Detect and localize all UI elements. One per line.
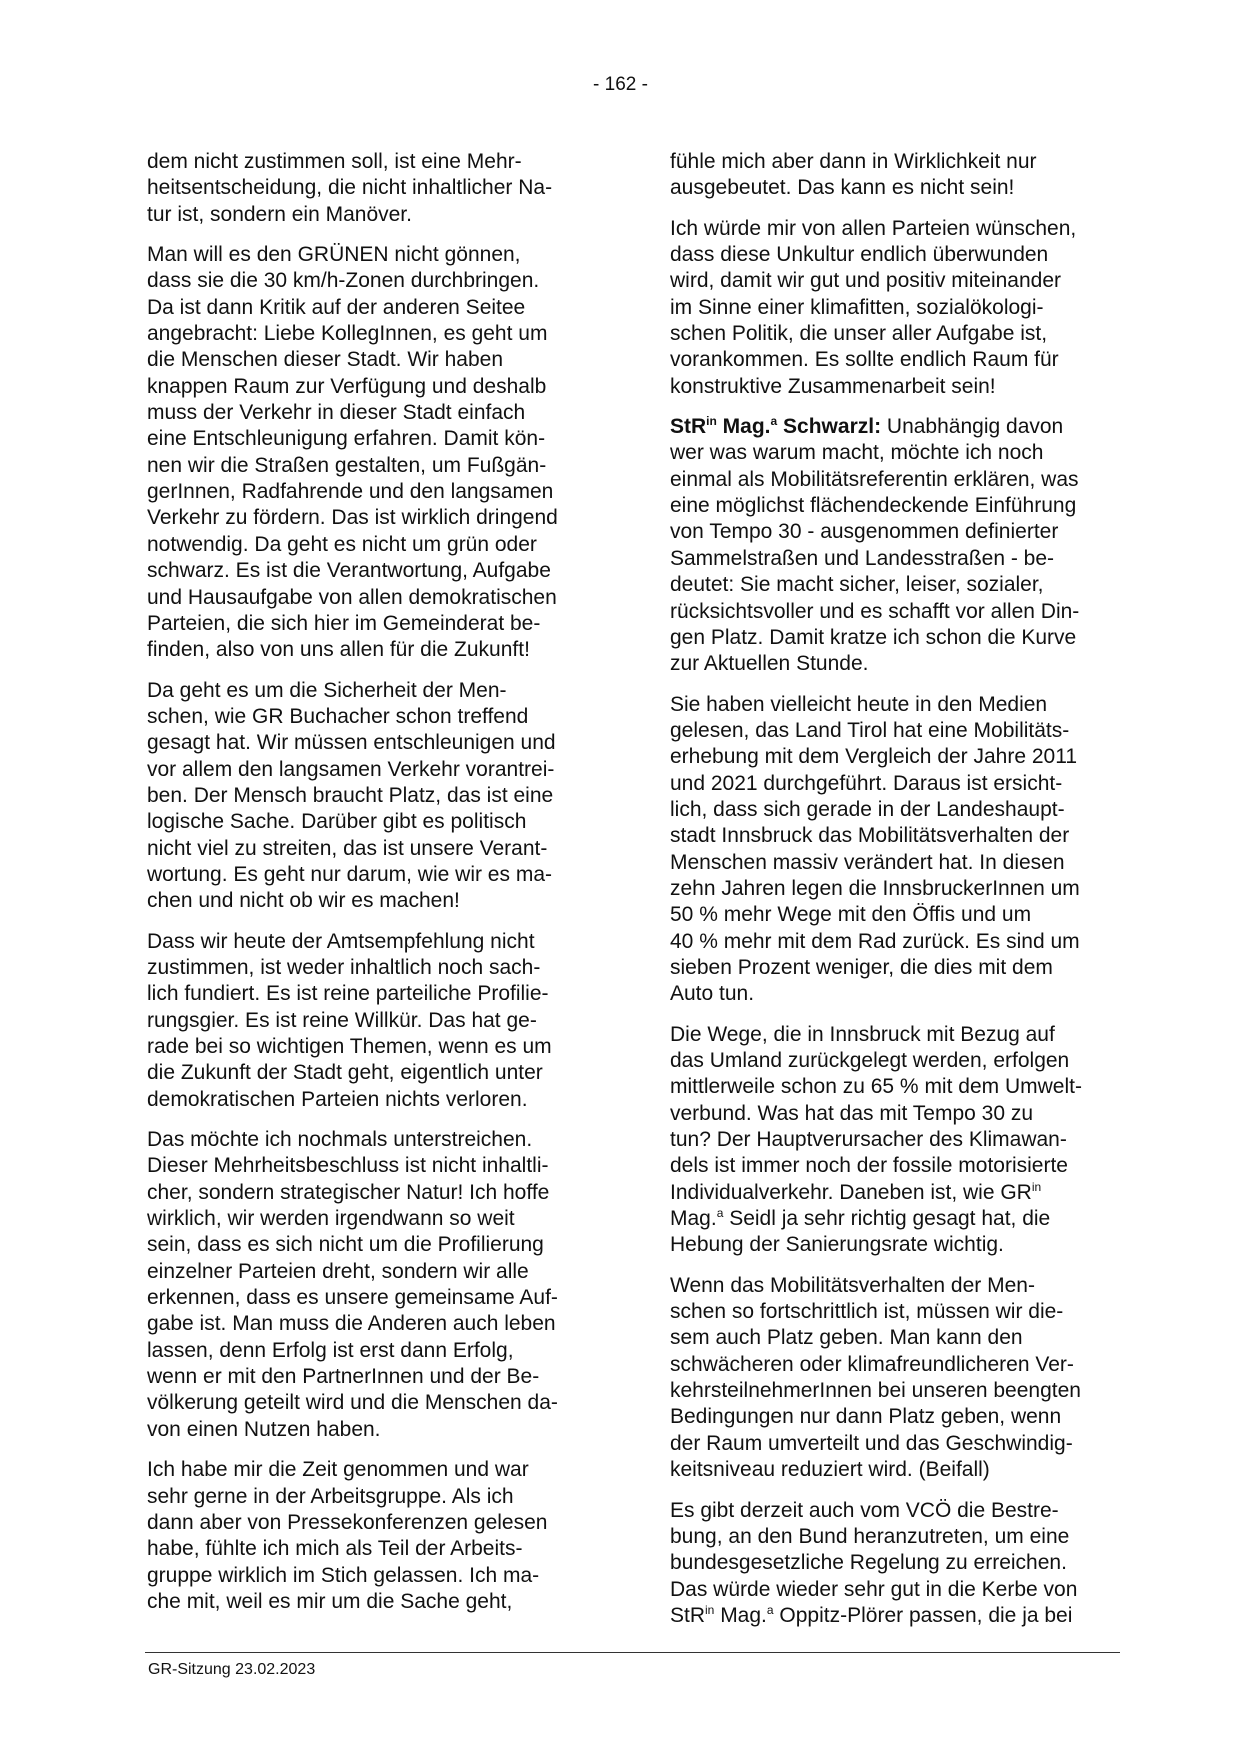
text-run: Es gibt derzeit auch vom VCÖ die Bestre- bung, an den Bund heranzutreten, um eine bundesgesetzliche Regelung zu erreichen. Das würde wieder sehr gut in die Kerbe von StR xyxy=(670,1498,1078,1627)
paragraph: Ich würde mir von allen Parteien wünschen, dass diese Unkultur endlich überwunden wird, damit wir gut und positiv miteinander im Sinne einer klimafitten, sozialökologi- schen Politik, die unser aller Aufgabe ist, vorankommen. Es sollte endlich Raum für konstruktive Zusammenarbeit sein! xyxy=(670,216,1077,398)
text-run: Mag. xyxy=(714,1603,767,1627)
paragraph: dem nicht zustimmen soll, ist eine Mehr- heitsentscheidung, die nicht inhaltlicher Na- tur ist, sondern ein Manöver. xyxy=(147,150,553,226)
speaker-title-superscript: in xyxy=(706,414,717,429)
speaker-degree-superscript: a xyxy=(770,414,778,429)
footer-text: GR-Sitzung 23.02.2023 xyxy=(148,1661,316,1678)
speaker-title: StR xyxy=(670,415,707,439)
paragraph: Da geht es um die Sicherheit der Men- schen, wie GR Buchacher schon treffend gesagt hat. Wir müssen entschleunigen und vor allem den langsamen Verkehr vorantrei- ben. Der Mensch braucht Platz, das ist eine logische Sache. Darüber gibt es politisch nicht viel zu streiten, das ist unsere Verant- wortung. Es geht nur darum, wie wir es ma- chen und nicht ob wir es machen! xyxy=(147,678,556,913)
paragraph: fühle mich aber dann in Wirklichkeit nur ausgebeutet. Das kann es nicht sein! xyxy=(670,150,1037,200)
superscript: in xyxy=(1031,1179,1042,1194)
speaker-text: Unabhängig davon wer was warum macht, möchte ich noch einmal als Mobilitätsreferentin erklären, was eine möglichst flächendeckende Einführung von Tempo 30 - ausgenommen definierter Sammelstraßen und Landesstraßen - be- deutet: Sie macht sicher, leiser, sozialer, rücksichtsvoller und es schafft vor allen Din- gen Platz. Damit kratze ich schon die Kurve zur Aktuellen Stunde. xyxy=(670,415,1080,676)
paragraph: Ich habe mir die Zeit genommen und war sehr gerne in der Arbeitsgruppe. Als ich dann aber von Pressekonferenzen gelesen habe, fühlte ich mich als Teil der Arbeits- gruppe wirklich im Stich gelassen. Ich ma- che mit, weil es mir um die Sache geht, xyxy=(147,1458,548,1613)
paragraph: Das möchte ich nochmals unterstreichen. Dieser Mehrheitsbeschluss ist nicht inhaltli- cher, sondern strategischer Natur! Ich hoffe wirklich, wir werden irgendwann so weit sein, dass es sich nicht um die Profilierung einzelner Parteien dreht, sondern wir alle erkennen, dass es unsere gemeinsame Auf- gabe ist. Man muss die Anderen auch leben lassen, denn Erfolg ist erst dann Erfolg, wenn er mit den PartnerInnen und der Be- völkerung geteilt wird und die Menschen da- von einen Nutzen haben. xyxy=(147,1128,558,1441)
text-run: Die Wege, die in Innsbruck mit Bezug auf das Umland zurückgelegt werden, erfolgen mittlerweile schon zu 65 % mit dem Umwelt- verbund. Was hat das mit Tempo 30 zu tun? Der Hauptverursacher des Klimawan- dels ist immer noch der fossile motorisierte Individualverkehr. Daneben ist, wie GR xyxy=(670,1022,1082,1204)
speaker-name xyxy=(670,415,881,438)
right-column xyxy=(670,149,1125,1643)
paragraph: Man will es den GRÜNEN nicht gönnen, dass sie die 30 km/h-Zonen durchbringen. Da ist dann Kritik auf der anderen Seitee angebracht: Liebe KollegInnen, es geht um die Menschen dieser Stadt. Wir haben knappen Raum zur Verfügung und deshalb muss der Verkehr in dieser Stadt einfach eine Entschleunigung erfahren. Damit kön- nen wir die Straßen gestalten, um Fußgän- gerInnen, Radfahrende und den langsamen Verkehr zu fördern. Das ist wirklich dringend notwendig. Da geht es nicht um grün oder schwarz. Es ist die Verantwortung, Aufgabe und Hausaufgabe von allen demokratischen Parteien, die sich hier im Gemeinderat be- finden, also von uns allen für die Zukunft! xyxy=(147,243,558,662)
text-run: Oppitz-Plörer passen, die ja bei xyxy=(773,1603,1073,1627)
speaker-paragraph xyxy=(670,414,1125,677)
paragraph xyxy=(670,1022,1125,1259)
paragraph: Wenn das Mobilitätsverhalten der Men- schen so fortschrittlich ist, müssen wir die- sem auch Platz geben. Man kann den schwächeren oder klimafreundlicheren Ver- kehrsteilnehmerInnen bei unseren beengten Bedingungen nur dann Platz geben, wenn der Raum umverteilt und das Geschwindig- keitsniveau reduziert wird. (Beifall) xyxy=(670,1273,1081,1482)
left-column xyxy=(147,149,602,1629)
superscript: a xyxy=(716,1206,724,1221)
paragraph: Sie haben vielleicht heute in den Medien gelesen, das Land Tirol hat eine Mobilitäts- erhebung mit dem Vergleich der Jahre 2011 und 2021 durchgeführt. Daraus ist ersicht- lich, dass sich gerade in der Landeshaupt- stadt Innsbruck das Mobilitätsverhalten der Menschen massiv verändert hat. In diesen zehn Jahren legen die InnsbruckerInnen um 50 % mehr Wege mit den Öffis und um 40 % mehr mit dem Rad zurück. Es sind um sieben Prozent weniger, die dies mit dem Auto tun. xyxy=(670,692,1080,1006)
footer-divider xyxy=(145,1652,1120,1653)
speaker-degree: Mag. xyxy=(716,415,771,439)
speaker-surname: Schwarzl: xyxy=(777,415,882,439)
paragraph: Dass wir heute der Amtsempfehlung nicht zustimmen, ist weder inhaltlich noch sach- lich fundiert. Es ist reine parteiliche Profilie- rungsgier. Es ist reine Willkür. Das hat ge- rade bei so wichtigen Themen, wenn es um die Zukunft der Stadt geht, eigentlich unter demokratischen Parteien nichts verloren. xyxy=(147,929,552,1111)
text-run: Seidl ja sehr richtig gesagt hat, die Hebung der Sanierungsrate wichtig. xyxy=(670,1207,1051,1257)
superscript: in xyxy=(705,1602,715,1617)
text-run: Mag. xyxy=(670,1207,717,1231)
page-number: - 162 - xyxy=(593,74,648,95)
superscript: a xyxy=(766,1602,774,1617)
paragraph xyxy=(670,1498,1125,1630)
